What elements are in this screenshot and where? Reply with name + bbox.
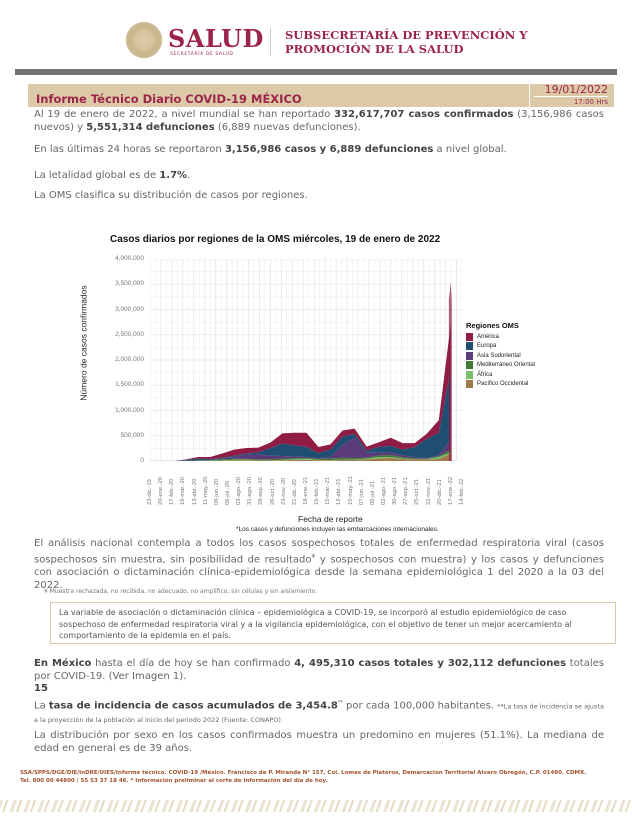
text: (6,889 nuevas defunciones). — [214, 122, 361, 133]
x-tick-label: 17-feb.-20 — [169, 478, 176, 505]
text: El análisis nacional contempla a todos los casos sospechosos totales de enfermedad respiratoria viral (casos sospechosos sin muestra, sin posibilidad de resultado — [34, 538, 604, 566]
footer-address — [20, 769, 620, 785]
brand-subtitle: SECRETARÍA DE SALUD — [170, 52, 234, 57]
paragraph-mexico-totals — [34, 657, 604, 683]
report-title: Informe Técnico Diario COVID-19 MÉXICO — [36, 92, 302, 106]
footer-decorative-pattern — [0, 800, 632, 812]
legend-label: Mediterráneo Oriental — [477, 362, 536, 369]
x-tick-label: 20-dic.-21 — [436, 479, 443, 505]
y-tick-label: 1,000,000 — [115, 406, 144, 414]
x-tick-label: 13-abr.-20 — [191, 478, 198, 505]
x-tick-label: 11-may.-20 — [202, 476, 209, 505]
x-tick-label: 07-jun.-21 — [358, 478, 365, 505]
paragraph-sex-distribution: La distribución por sexo en los casos confirmados muestra un predomino en mujeres (51.1%). La mediana de edad en general es de 39 años. — [34, 730, 604, 754]
daily-figures: 3,156,986 casos y 6,889 defunciones — [224, 144, 434, 155]
paragraph-who-regions: La OMS clasifica su distribución de casos por regiones. — [34, 190, 308, 201]
brand-logo: SALUD — [168, 24, 264, 53]
lethality-rate: 1.7% — [159, 170, 188, 181]
text: totales por COVID-19. (Ver Imagen 1). — [34, 658, 604, 682]
who-regions-chart — [70, 228, 550, 533]
report-date: 19/01/2022 — [544, 83, 608, 96]
x-tick-label: 14-feb.-22 — [459, 478, 465, 505]
legend-swatch — [466, 352, 473, 360]
y-tick-label: 500,000 — [120, 431, 144, 439]
y-tick-label: 2,500,000 — [115, 330, 144, 338]
incidence-rate: tasa de incidencia de casos acumulados de 3,454.8 — [48, 700, 338, 712]
report-time: 17:00 Hrs — [534, 96, 608, 107]
footnote-yen: ¥ Muestra rechazada, no recibida, no adecuado, no amplifico, sin células y sin aislamiento. — [44, 588, 318, 595]
report-date-box — [530, 84, 614, 107]
legend-label: Asia Sudoriental — [477, 352, 521, 359]
x-tick-label: 23-dic.-19 — [147, 479, 153, 505]
subsecretaria-line-1: SUBSECRETARÍA DE PREVENCIÓN Y — [285, 28, 528, 42]
y-tick-label: 3,000,000 — [115, 305, 144, 313]
x-tick-label: 25-oct.-21 — [414, 478, 421, 505]
chart-x-axis-title: Fecha de reporte — [298, 514, 363, 524]
legend-item — [466, 380, 535, 390]
text: La letalidad global es de — [34, 170, 160, 181]
footer-line-2: Tel. 800 00 44800 / 55 53 37 18 46. * Información preliminar al corte de información del día de hoy. — [20, 778, 328, 784]
x-tick-label: 23-nov.-20 — [280, 477, 287, 505]
legend-label: África — [477, 371, 493, 378]
y-tick-label: 3,500,000 — [115, 280, 144, 288]
x-tick-label: 05-jul.-21 — [369, 480, 376, 505]
stray-number: 15 — [34, 683, 48, 694]
text: por cada 100,000 habitantes. — [342, 700, 498, 712]
x-tick-label: 03-ago.-20 — [236, 476, 243, 505]
paragraph-national-analysis — [34, 537, 604, 592]
legend-item — [466, 332, 535, 342]
mexico-totals: 4, 495,310 casos totales y 302,112 defunciones — [294, 658, 567, 669]
footer-line-1: SSA/SPPS/DGE/DIE/InDRE/UIES/Informe técnico. COVID-19 /México. Francisco de P. Miranda N° 157, Col. Lomas de Plateros, Demarcación Territorial Alvaro Obregón, C.P. 01480. CDMX. — [20, 770, 587, 776]
x-tick-label: 17-ene.-22 — [447, 476, 454, 505]
x-tick-label: 30-ago.-21 — [392, 476, 399, 505]
total-deaths: 5,551,314 defunciones — [86, 122, 215, 133]
x-tick-label: 06-jul.-20 — [225, 480, 231, 505]
legend-title: Regiones OMS — [466, 321, 519, 330]
x-tick-label: 27-sep.-21 — [403, 477, 410, 505]
x-tick-label: 26-oct.-20 — [269, 478, 276, 505]
text: La — [34, 700, 49, 712]
total-cases: 332,617,707 casos confirmados — [334, 109, 514, 120]
chart-y-axis-title: Número de casos confirmados — [78, 285, 89, 401]
x-tick-label: 28-sep.-20 — [258, 477, 265, 505]
legend-swatch — [466, 371, 473, 379]
paragraph-last-24h — [34, 143, 604, 156]
series-area-america — [150, 323, 451, 461]
text: En México — [34, 658, 92, 669]
x-tick-label: 22-nov.-21 — [425, 477, 432, 505]
x-tick-label: 21-dic.-20 — [291, 479, 298, 505]
x-tick-label: 15-mar.-21 — [325, 476, 332, 505]
header-rule — [15, 69, 617, 75]
text: . — [187, 170, 191, 181]
national-seal-icon — [126, 22, 162, 58]
text: Al 19 de enero de 2022, a nivel mundial se han reportado — [34, 109, 335, 120]
x-tick-label: 16-mar.-20 — [180, 476, 187, 505]
legend-label: Pacífico Occidental — [477, 381, 529, 388]
x-tick-label: 08-jun.-20 — [213, 478, 220, 505]
text: En las últimas 24 horas se reportaron — [34, 144, 225, 155]
chart-plot-area — [150, 259, 462, 461]
legend-item — [466, 361, 535, 371]
legend-swatch — [466, 342, 473, 350]
chart-note: *Los casos y defunciones incluyen las embarcaciones internacionales. — [236, 526, 439, 533]
x-tick-label: 02-ago.-21 — [381, 476, 387, 505]
chart-legend — [466, 321, 535, 389]
y-tick-label: 2,000,000 — [115, 356, 144, 363]
paragraph-lethality — [34, 169, 604, 182]
x-tick-label: 20-ene.-20 — [158, 476, 165, 505]
y-tick-label: 1,500,000 — [115, 381, 144, 389]
subsecretaria-line-2: PROMOCIÓN DE LA SALUD — [285, 42, 464, 56]
paragraph-incidence — [34, 697, 604, 727]
legend-label: Europa — [477, 343, 497, 350]
legend-swatch — [466, 361, 473, 369]
text: y sospechosos con muestra) y los casos y defunciones con asociación o dictaminación clínica-epidemiológica desde la semana epidemiológica 1 del 2020 a la 03 del 2022. — [34, 554, 604, 592]
legend-item — [466, 351, 535, 361]
x-tick-label: 31-ago.-20 — [247, 476, 254, 505]
header-divider — [270, 28, 271, 56]
legend-item — [466, 342, 535, 352]
chart-title: Casos diarios por regiones de la OMS miércoles, 19 de enero de 2022 — [110, 234, 441, 245]
x-tick-label: 10-may.-21 — [347, 476, 354, 505]
text: (3,156,986 casos nuevos) y — [34, 109, 604, 133]
subsecretaria-title — [285, 28, 528, 56]
x-tick-label: 18-ene.-21 — [303, 476, 309, 505]
footnote-marker: ¥ — [311, 553, 316, 560]
legend-swatch — [466, 333, 473, 341]
legend-label: América — [477, 333, 500, 340]
callout-box: La variable de asociación o dictaminación clínica – epidemiológica a COVID-19, se incorporó al estudio epidemiológico de caso sospechoso de enfermedad respiratoria viral y a la vigilancia epidemiológica, con el objetivo de tener un mejor acercamiento al comportamiento de la epidemia en el país. — [50, 602, 616, 644]
footnote-marker: ** — [337, 700, 343, 706]
page-header — [0, 0, 632, 70]
incidence-note: **La tasa de incidencia se ajusta a la proyección de la población al inicio del periodo 2022 (Fuente: CONAPO) — [34, 702, 604, 725]
y-tick-label: 0 — [140, 457, 144, 464]
text: a nivel global. — [433, 144, 507, 155]
legend-item — [466, 370, 535, 380]
legend-swatch — [466, 380, 473, 388]
text: hasta el día de hoy se han confirmado — [91, 658, 295, 669]
y-tick-label: 4,000,000 — [115, 255, 144, 262]
paragraph-global-summary — [34, 108, 604, 134]
x-tick-label: 15-feb.-21 — [314, 478, 321, 505]
x-tick-label: 12-abr.-21 — [336, 478, 343, 505]
